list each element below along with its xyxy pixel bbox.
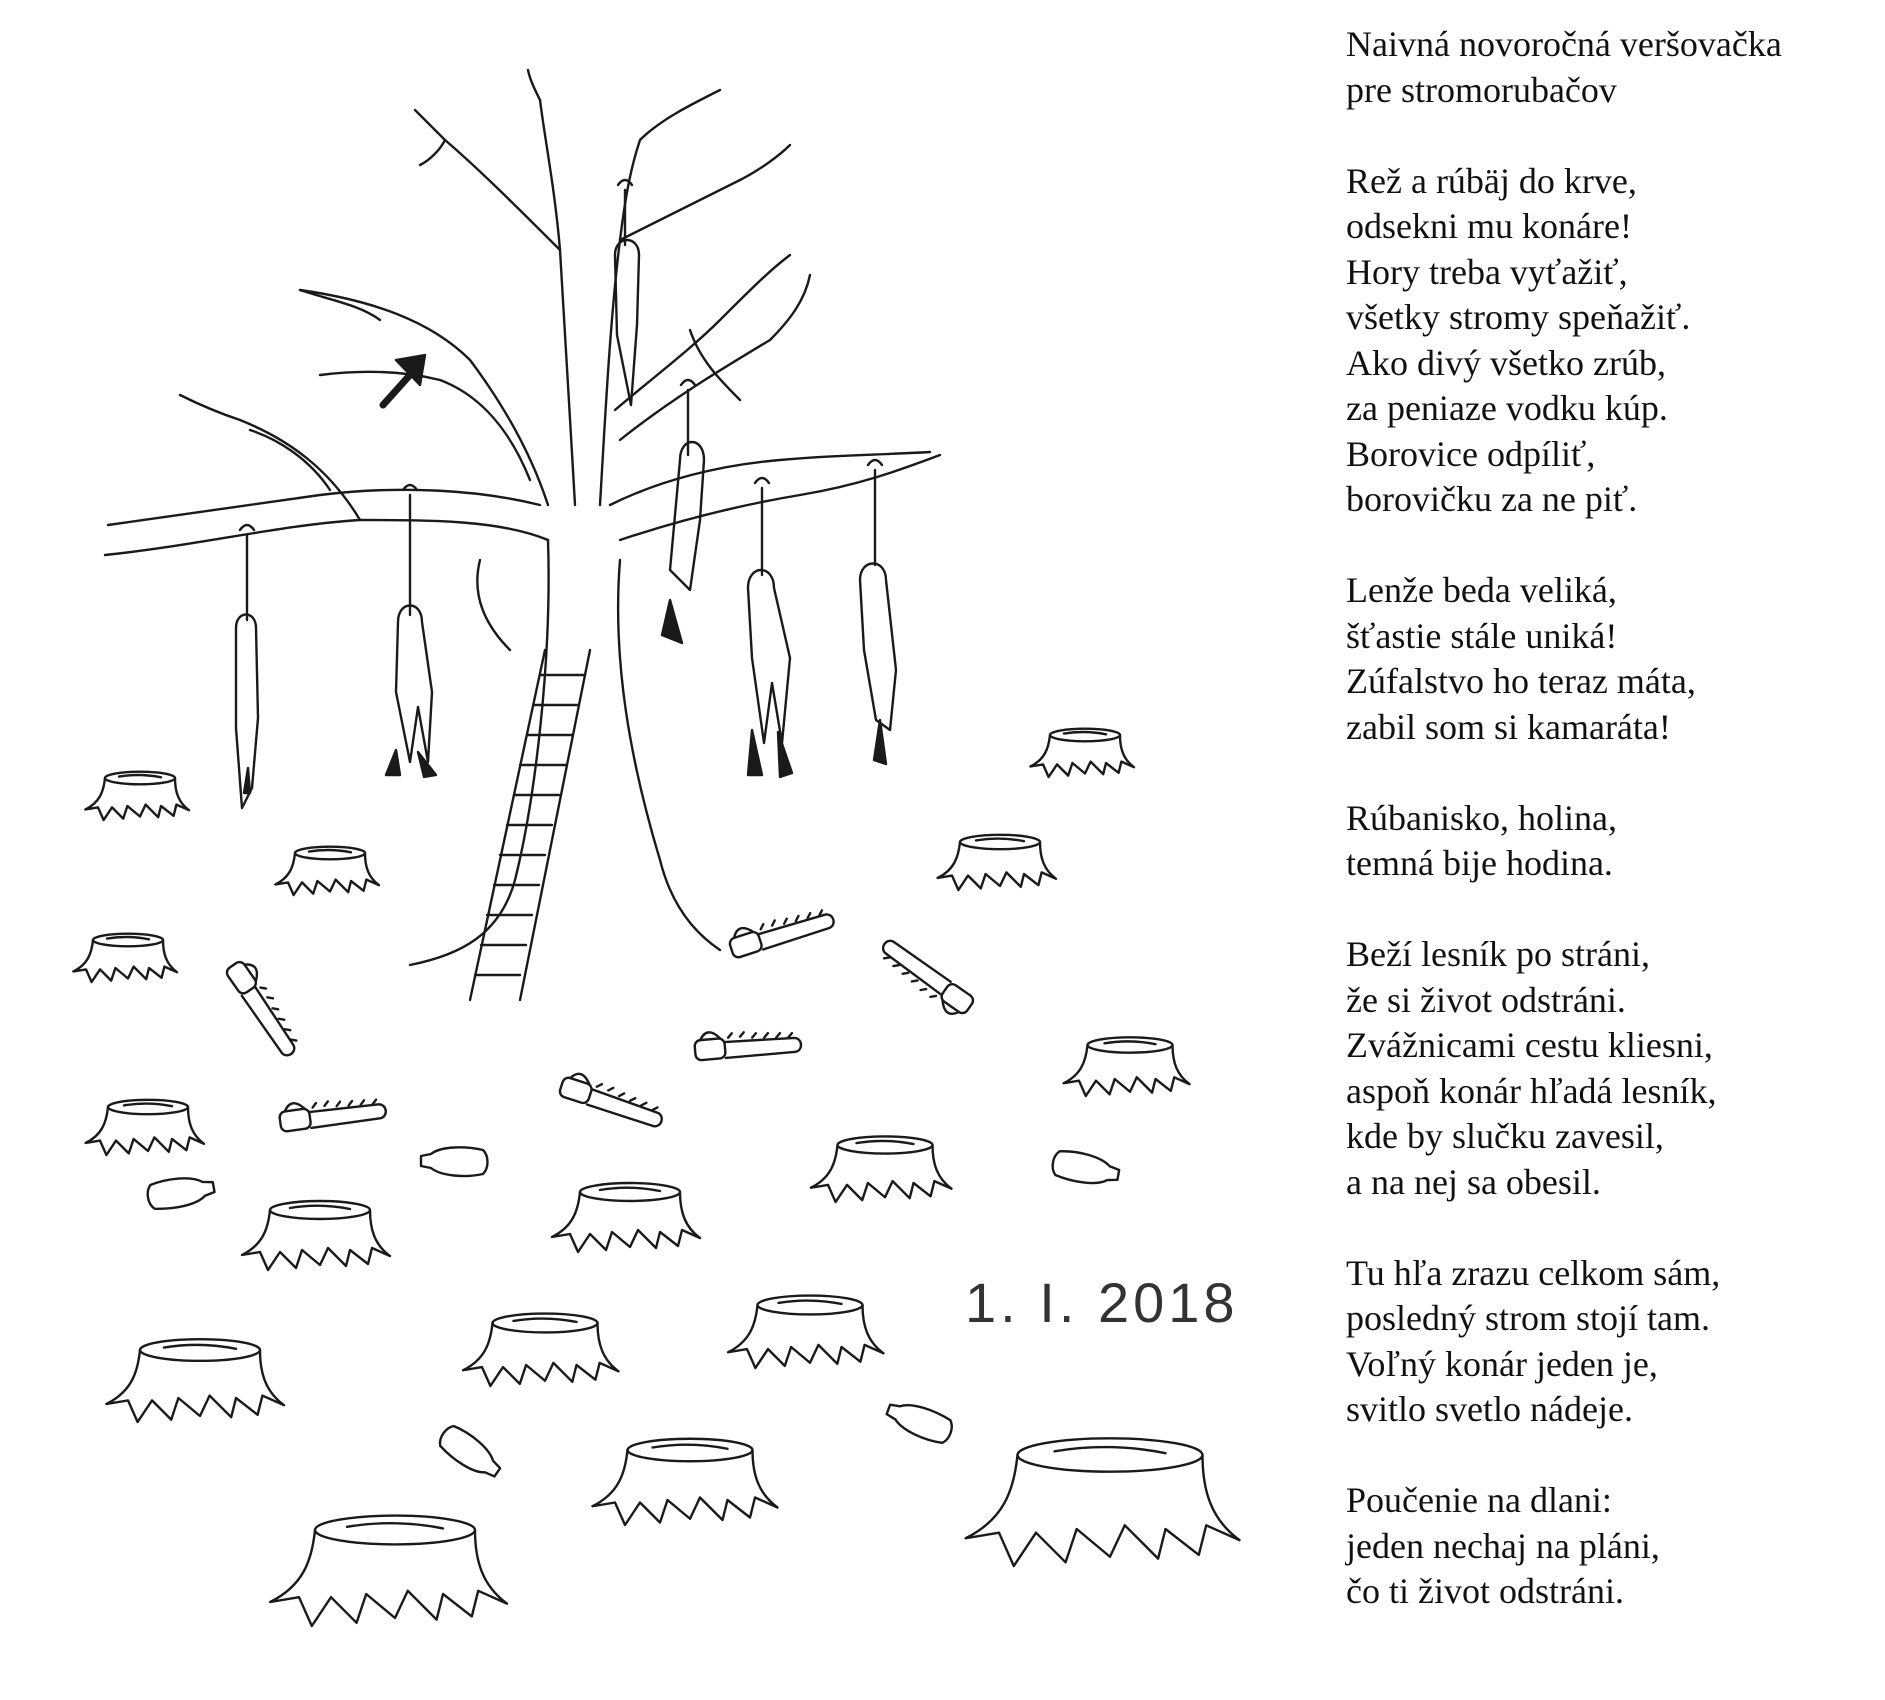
poem-line: Zúfalstvo ho teraz máta, <box>1346 661 1696 701</box>
poem-line: za peniaze vodku kúp. <box>1346 388 1668 428</box>
tree-stump <box>593 1439 778 1525</box>
bottle <box>435 1422 506 1484</box>
poem-line: a na nej sa obesil. <box>1346 1161 1601 1202</box>
poem-line: Beží lesník po stráni, <box>1346 934 1650 974</box>
poem-line: temná bije hodina. <box>1346 843 1613 883</box>
poem-line: Hory treba vyťažiť, <box>1346 251 1628 292</box>
chainsaw <box>558 1070 667 1128</box>
poem-stanza-3 <box>1346 796 1876 887</box>
poem-line: Tu hľa zrazu celkom sám, <box>1346 1252 1721 1293</box>
tree-stump <box>463 1314 618 1386</box>
arrow-up-right-icon <box>383 355 425 405</box>
date-label: 1. I. 2018 <box>965 1271 1239 1334</box>
hanged-figure <box>615 180 639 405</box>
tree-stump <box>73 934 177 982</box>
poem-line: čo ti život odstráni. <box>1346 1571 1624 1611</box>
poem-line: odsekni mu konáre! <box>1346 206 1632 246</box>
poem-line: Rež a rúbäj do krve, <box>1346 160 1637 201</box>
chainsaw <box>278 1091 387 1132</box>
poem-title-line: Naivná novoročná veršovačka <box>1346 24 1782 64</box>
chainsaw <box>694 1024 802 1060</box>
hanged-figure <box>860 460 896 764</box>
poem-line: všetky stromy speňažiť. <box>1346 297 1691 337</box>
poem-line: kde by slučku zavesil, <box>1346 1116 1664 1156</box>
bottle <box>1050 1149 1120 1189</box>
poem <box>1346 22 1876 1660</box>
tree-stump <box>242 1201 390 1270</box>
poem-title-line: pre stromorubačov <box>1346 69 1617 110</box>
hanged-figure <box>386 485 436 777</box>
poem-line: posledný strom stojí tam. <box>1346 1298 1710 1338</box>
poem-line: svitlo svetlo nádeje. <box>1346 1389 1633 1429</box>
poem-stanza-1 <box>1346 159 1876 523</box>
poem-line: Poučenie na dlani: <box>1346 1480 1612 1520</box>
tree-stump <box>728 1296 883 1368</box>
bottle <box>146 1172 216 1212</box>
poem-line: Ako divý všetko zrúb, <box>1346 342 1666 383</box>
hanged-figure <box>748 478 792 777</box>
poem-line: zabil som si kamaráta! <box>1346 706 1671 747</box>
tree-stump <box>106 1339 284 1422</box>
hanged-figure <box>236 525 258 808</box>
hanged-figure <box>662 380 704 643</box>
chainsaw <box>225 956 308 1058</box>
poem-line: šťastie stále uniká! <box>1346 615 1618 656</box>
poem-stanza-2 <box>1346 568 1876 750</box>
chainsaw <box>873 938 975 1021</box>
poem-stanza-5 <box>1346 1251 1876 1433</box>
poem-line: jeden nechaj na pláni, <box>1346 1525 1660 1566</box>
poem-line: Borovice odpíliť, <box>1346 433 1596 474</box>
poem-stanza-4 <box>1346 932 1876 1205</box>
poem-line: borovičku za ne piť. <box>1346 479 1638 519</box>
tree-stump <box>85 772 189 820</box>
poem-line: že si život odstráni. <box>1346 979 1626 1020</box>
tree-stump <box>966 1438 1240 1566</box>
poem-line: Rúbanisko, holina, <box>1346 797 1617 838</box>
poem-line: Lenže beda veliká, <box>1346 570 1617 610</box>
tree-stump <box>938 835 1056 890</box>
tree-stump <box>270 1516 507 1626</box>
ladder <box>470 650 590 1000</box>
poem-line: Zvážnicami cestu kliesni, <box>1346 1025 1713 1065</box>
tree-stump <box>86 1100 204 1155</box>
bottle <box>883 1397 955 1447</box>
bottle <box>421 1147 488 1176</box>
poem-title <box>1346 22 1876 113</box>
tree-stump <box>1064 1037 1190 1096</box>
poem-stanza-6 <box>1346 1478 1876 1615</box>
tree-stump <box>552 1183 700 1252</box>
poem-line: aspoň konár hľadá lesník, <box>1346 1070 1717 1111</box>
tree-stump <box>1030 729 1134 777</box>
chainsaw <box>726 900 835 958</box>
tree-stump <box>275 847 379 895</box>
poem-line: Voľný konár jeden je, <box>1346 1343 1658 1384</box>
tree-stump <box>811 1136 952 1202</box>
dead-tree <box>105 70 940 965</box>
